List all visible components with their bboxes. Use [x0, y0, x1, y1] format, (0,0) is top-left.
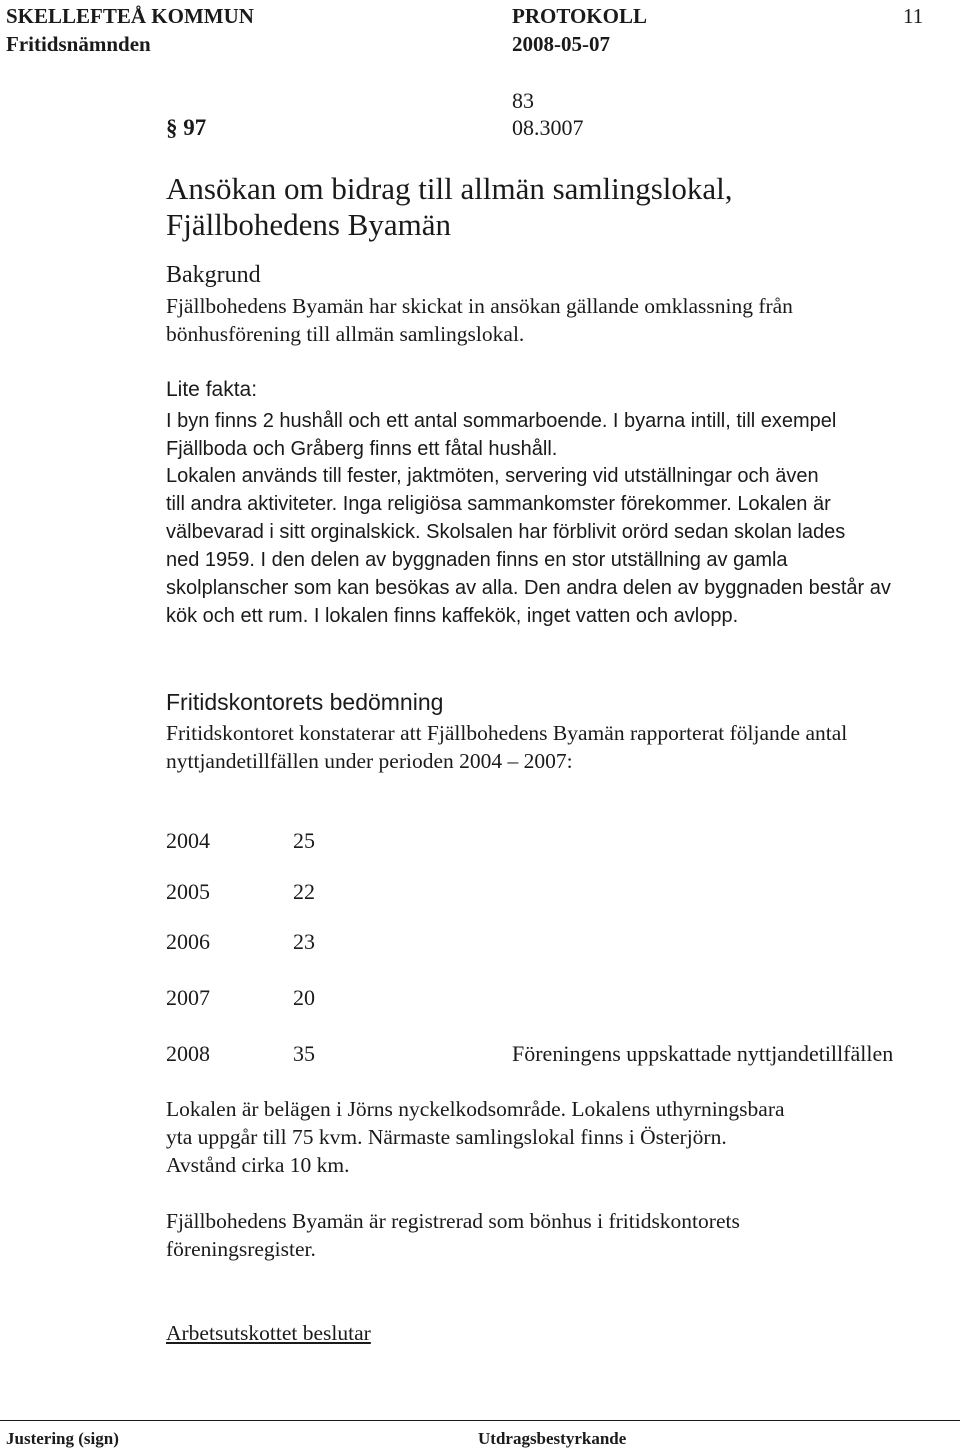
- board-name: Fritidsnämnden: [6, 32, 151, 56]
- facts-line: ned 1959. I den delen av byggnaden finns en stor utställning av gamla: [166, 549, 788, 571]
- case-ref-top: 83: [512, 88, 534, 113]
- meeting-date: 2008-05-07: [512, 32, 610, 56]
- facts-line: skolplanscher som kan besökas av alla. Den andra delen av byggnaden består av: [166, 577, 891, 599]
- facts-line: kök och ett rum. I lokalen finns kaffekök, inget vatten och avlopp.: [166, 605, 739, 627]
- usage-year: 2008: [166, 1041, 210, 1066]
- assessment-heading: Fritidskontorets bedömning: [166, 689, 444, 715]
- usage-note: Föreningens uppskattade nyttjandetillfällen: [512, 1041, 894, 1066]
- assessment-line: nyttjandetillfällen under perioden 2004 – 2007:: [166, 749, 573, 773]
- usage-year: 2004: [166, 828, 210, 853]
- location-line: Avstånd cirka 10 km.: [166, 1153, 350, 1177]
- background-heading: Bakgrund: [166, 262, 261, 288]
- document-type: PROTOKOLL: [512, 4, 647, 28]
- usage-count: 23: [293, 929, 315, 954]
- case-ref-bottom: 08.3007: [512, 115, 584, 140]
- usage-year: 2005: [166, 879, 210, 904]
- usage-year: 2007: [166, 985, 210, 1010]
- register-line: föreningsregister.: [166, 1237, 316, 1261]
- municipality-name: SKELLEFTEÅ KOMMUN: [6, 4, 254, 28]
- facts-line: Lokalen används till fester, jaktmöten, servering vid utställningar och även: [166, 465, 819, 487]
- footer-justering: Justering (sign): [6, 1429, 119, 1448]
- assessment-line: Fritidskontoret konstaterar att Fjällbohedens Byamän rapporterat följande antal: [166, 721, 848, 745]
- footer-rule: [0, 1420, 960, 1421]
- background-line: bönhusförening till allmän samlingslokal.: [166, 322, 525, 346]
- paragraph-number: § 97: [166, 115, 207, 140]
- usage-count: 20: [293, 985, 315, 1010]
- facts-line: I byn finns 2 hushåll och ett antal sommarboende. I byarna intill, till exempel: [166, 410, 837, 432]
- usage-count: 25: [293, 828, 315, 853]
- page-title-line-2: Fjällbohedens Byamän: [166, 207, 451, 242]
- page-title-line-1: Ansökan om bidrag till allmän samlingslokal,: [166, 171, 733, 206]
- usage-count: 22: [293, 879, 315, 904]
- register-line: Fjällbohedens Byamän är registrerad som bönhus i fritidskontorets: [166, 1209, 740, 1233]
- facts-line: till andra aktiviteter. Inga religiösa sammankomster förekommer. Lokalen är: [166, 493, 831, 515]
- location-line: Lokalen är belägen i Jörns nyckelkodsområde. Lokalens uthyrningsbara: [166, 1097, 785, 1121]
- footer-utdrag: Utdragsbestyrkande: [478, 1429, 627, 1448]
- usage-count: 35: [293, 1041, 315, 1066]
- facts-line: välbevarad i sitt orginalskick. Skolsalen har förblivit orörd sedan skolan lades: [166, 521, 846, 543]
- facts-line: Fjällboda och Gråberg finns ett fåtal hushåll.: [166, 438, 558, 460]
- facts-heading: Lite fakta:: [166, 378, 258, 401]
- decision-heading: Arbetsutskottet beslutar: [166, 1321, 371, 1345]
- page-number: 11: [903, 4, 924, 28]
- location-line: yta uppgår till 75 kvm. Närmaste samlingslokal finns i Österjörn.: [166, 1125, 727, 1149]
- background-line: Fjällbohedens Byamän har skickat in ansökan gällande omklassning från: [166, 294, 793, 318]
- usage-year: 2006: [166, 929, 210, 954]
